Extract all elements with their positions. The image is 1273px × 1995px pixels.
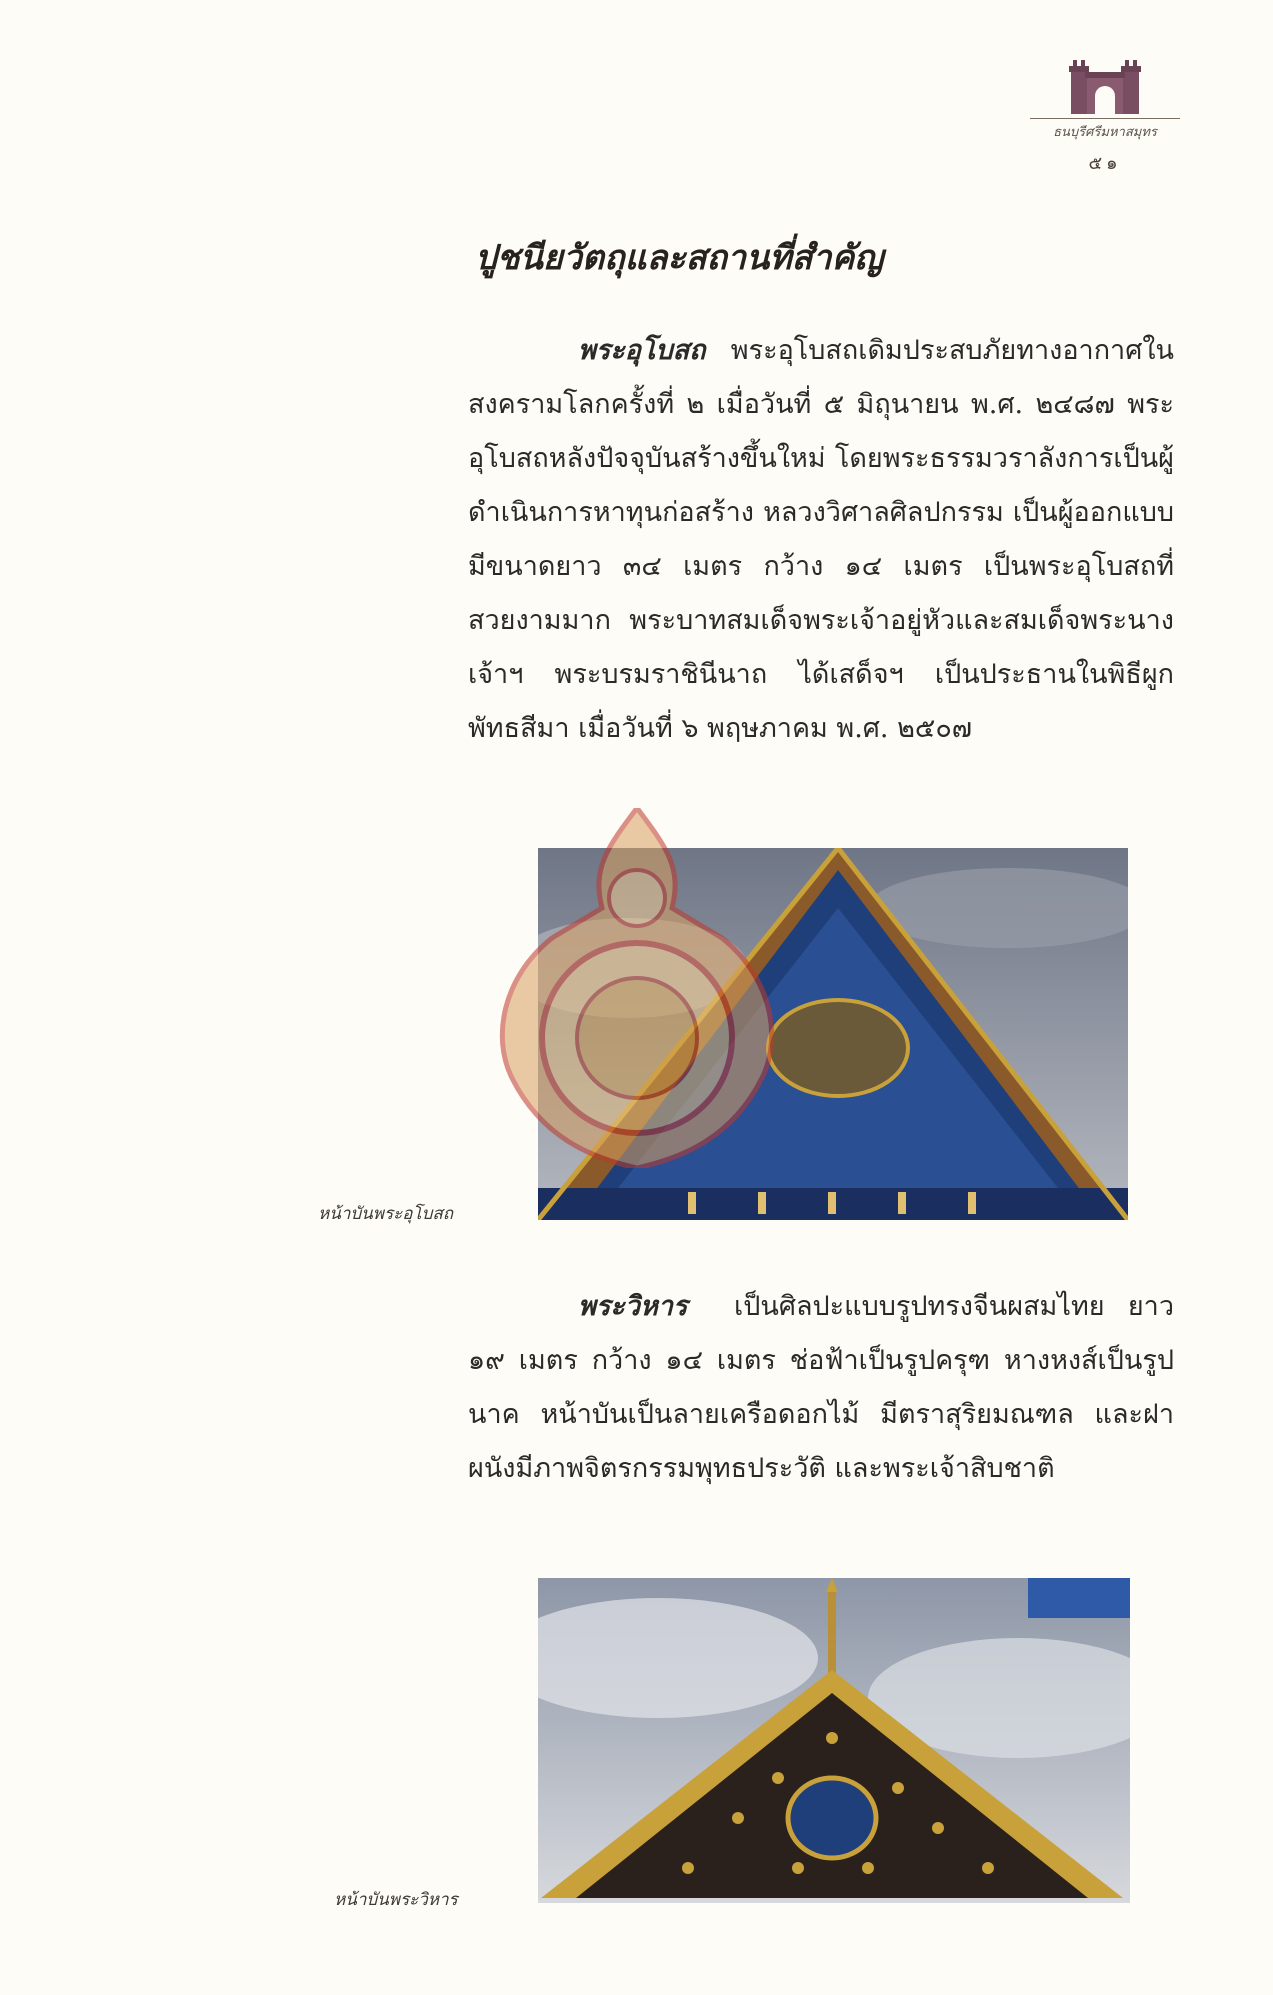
ubosot-paragraph [468, 324, 1174, 756]
watermark-seal-icon [492, 808, 782, 1168]
page-title: ปูชนียวัตถุและสถานที่สำคัญ [475, 238, 884, 278]
gate-icon [1065, 58, 1145, 116]
vihara-paragraph [468, 1280, 1174, 1496]
book-logo [1030, 58, 1180, 177]
ubosot-body: พระอุโบสถเดิมประสบภัยทางอากาศในสงครามโลกครั้งที่ ๒ เมื่อวันที่ ๕ มิถุนายน พ.ศ. ๒๔๘๗ พระอุโบสถหลังปัจจุบันสร้างขึ้นใหม่ โดยพระธรรมวราลังการเป็นผู้ดำเนินการหาทุนก่อสร้าง หลวงวิศาลศิลปกรรม เป็นผู้ออกแบบ มีขนาดยาว ๓๔ เมตร กว้าง ๑๔ เมตร เป็นพระอุโบสถที่สวยงามมาก พระบาทสมเด็จพระเจ้าอยู่หัวและสมเด็จพระนางเจ้าฯ พระบรมราชินีนาถ ได้เสด็จฯ เป็นประธานในพิธีผูกพัทธสีมา เมื่อวันที่ ๖ พฤษภาคม พ.ศ. ๒๕๐๗ [468, 335, 1174, 744]
vihara-caption: หน้าบันพระวิหาร [334, 1890, 458, 1910]
vihara-lead: พระวิหาร [578, 1291, 688, 1322]
ubosot-lead: พระอุโบสถ [578, 335, 706, 366]
ubosot-caption: หน้าบันพระอุโบสถ [318, 1204, 454, 1224]
page-number: ๕๑ [1088, 153, 1122, 174]
vihara-body: เป็นศิลปะแบบรูปทรงจีนผสมไทย ยาว ๑๙ เมตร กว้าง ๑๔ เมตร ช่อฟ้าเป็นรูปครุฑ หางหงส์เป็นรูปนาค หน้าบันเป็นลายเครือดอกไม้ มีตราสุริยมณฑล และฝาผนังมีภาพจิตรกรรมพุทธประวัติ และพระเจ้าสิบชาติ [468, 1291, 1174, 1484]
book-title: ธนบุรีศรีมหาสมุทร [1030, 118, 1180, 142]
vihara-gable-photo [538, 1578, 1130, 1903]
